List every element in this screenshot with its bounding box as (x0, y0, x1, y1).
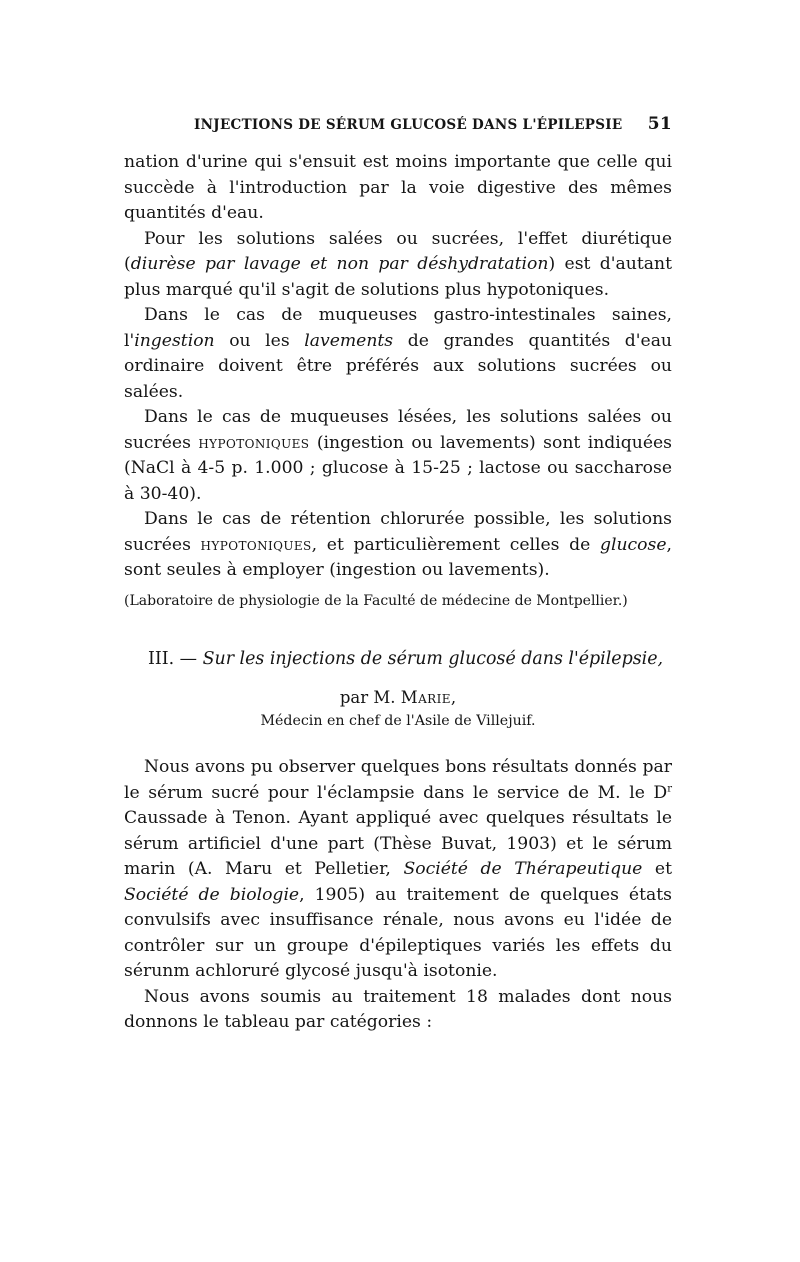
running-head (124, 114, 672, 134)
running-title: INJECTIONS DE SÉRUM GLUCOSÉ DANS L'ÉPILEPSIE (194, 117, 623, 133)
paragraph-observations: Nous avons pu observer quelques bons résultats donnés par le sérum sucré pour l'éclampsie dans le service de M. le $D^r$ Caussade à Tenon. Ayant appliqué avec quelques résultats le sérum artificiel d'une part (Thèse Buvat, 1903) et le sérum marin (A. Maru et Pelletier, Société de Thérapeutique et Société de biologie, 1905) au traitement de quelques états convulsifs avec insuffisance rénale, nous avons eu l'idée de contrôler sur un groupe d'épileptiques variés les effets du sérunm achloruré glycosé jusqu'à isotonie. (124, 757, 672, 981)
paragraph-chloride-retention: Dans le cas de rétention chlorurée possible, les solutions sucrées hypotoniques, et particulièrement celles de glucose, sont seules à employer (ingestion ou lavements). (124, 509, 672, 580)
italic-lavements: lavements (304, 330, 394, 351)
page-number: 51 (647, 114, 672, 134)
laboratory-credit: (Laboratoire de physiologie de la Faculté de médecine de Montpellier.) (124, 592, 628, 609)
paragraph-continuation: nation d'urine qui s'ensuit est moins importante que celle qui succède à l'introduction par la voie digestive des mêmes quantités d'eau. (124, 152, 672, 223)
smallcaps-hypotoniques: hypotoniques (198, 432, 310, 453)
body-text-upper (124, 150, 672, 611)
author-affiliation: Médecin en chef de l'Asile de Villejuif. (260, 713, 536, 729)
body-text-lower (124, 755, 672, 1036)
italic-glucose: glucose (599, 534, 667, 555)
italic-societe-therapeutique: Société de Thérapeutique (403, 859, 643, 879)
section-title: Sur les injections de sérum glucosé dans l'épilepsie, (202, 649, 664, 669)
paragraph-healthy-mucosa: Dans le cas de muqueuses gastro-intestinales saines, l'ingestion ou les lavements de grandes quantités d'eau ordinaire doivent être préférés aux solutions sucrées ou salées. (124, 305, 673, 402)
italic-ingestion: ingestion (134, 330, 215, 351)
paragraph-patients: Nous avons soumis au traitement 18 malades dont nous donnons le tableau par catégories : (124, 986, 672, 1032)
paragraph-diuretic-effect: Pour les solutions salées ou sucrées, l'effet diurétique (diurèse par lavage et non par déshydratation) est d'autant plus marqué qu'il s'agit de solutions plus hypotoniques. (124, 228, 672, 300)
author-name: Marie (400, 688, 451, 707)
smallcaps-hypotoniques-2: hypotoniques (200, 534, 312, 555)
italic-societe-biologie: Société de biologie (124, 884, 300, 905)
author-line: par M. Marie, (339, 688, 457, 707)
paragraph-injured-mucosa: Dans le cas de muqueuses lésées, les solutions salées ou sucrées hypotoniques (ingestion ou lavements) sont indiquées (NaCl à 4-5 p. 1.000 ; glucose à 15-25 ; lactose ou saccharose à 30-40). (124, 407, 673, 504)
section-heading (124, 646, 672, 672)
section-number: III. — (148, 649, 203, 669)
italic-diuresis: diurèse par lavage et non par déshydratation (130, 254, 549, 274)
